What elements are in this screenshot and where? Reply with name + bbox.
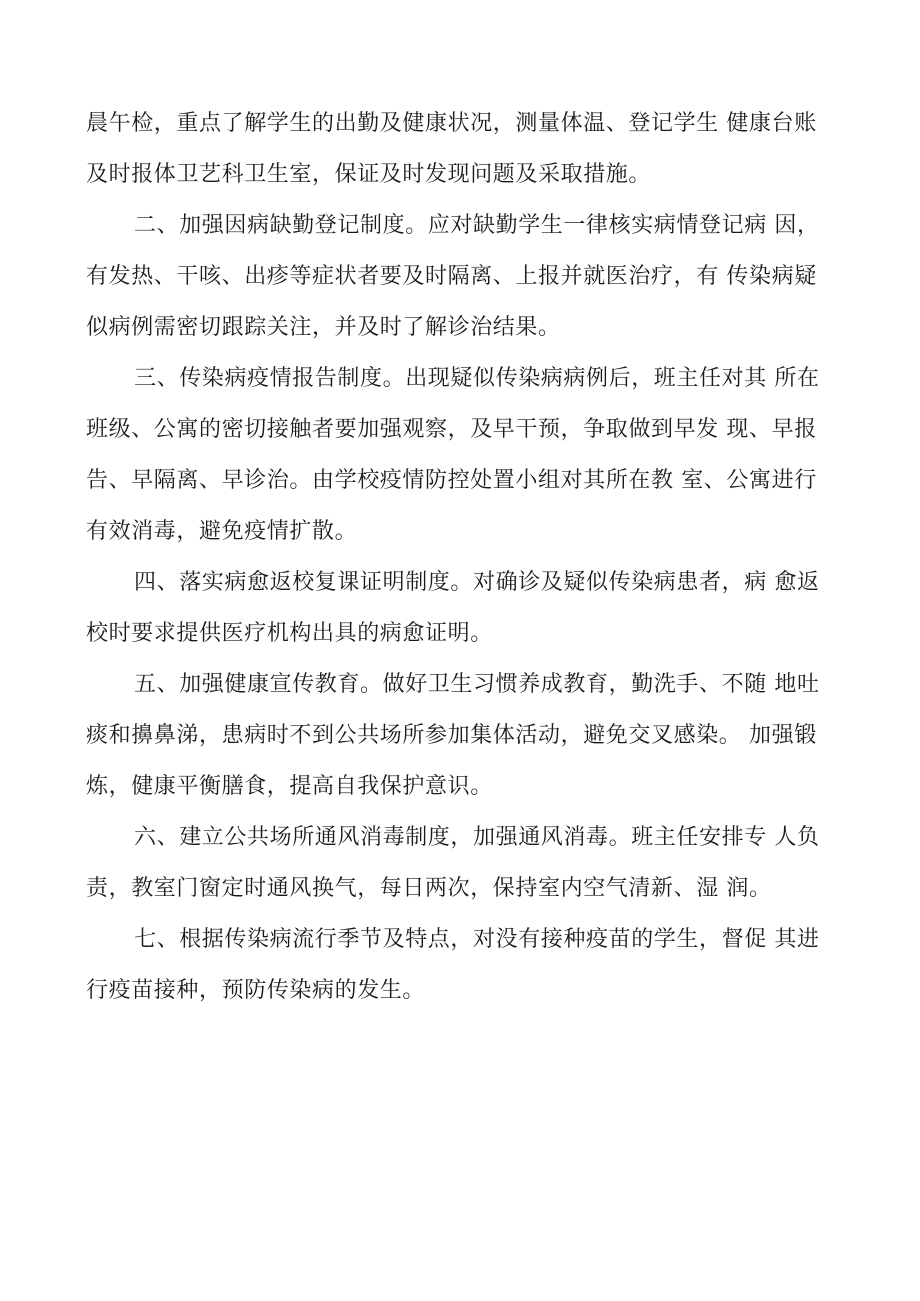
document-body (86, 98, 838, 1016)
text-line: 晨午检，重点了解学生的出勤及健康状况，测量体温、登记学生 健康台账 (86, 111, 817, 136)
text-line: 校时要求提供医疗机构出具的病愈证明。 (86, 621, 493, 646)
paragraph-heading-line: 三、传染病疫情报告制度。出现疑似传染病病例后，班主任对其 所在 (134, 366, 820, 391)
text-line: 告、早隔离、早诊治。由学校疫情防控处置小组对其所在教 室、公寓进行 (86, 468, 817, 493)
text-line: 似病例需密切跟踪关注，并及时了解诊治结果。 (86, 315, 561, 340)
paragraph-heading-line: 七、根据传染病流行季节及特点，对没有接种疫苗的学生，督促 其进 (134, 927, 820, 952)
text-line: 有效消毒，避免疫情扩散。 (86, 519, 358, 544)
text-line: 班级、公寓的密切接触者要加强观察，及早干预，争取做到早发 现、早报 (86, 417, 817, 442)
text-line: 及时报体卫艺科卫生室，保证及时发现问题及采取措施。 (86, 162, 652, 187)
text-line: 责，教室门窗定时通风换气，每日两次，保持室内空气清新、湿 润。 (86, 876, 772, 901)
paragraph-heading-line: 六、建立公共场所通风消毒制度，加强通风消毒。班主任安排专 人负 (134, 825, 820, 850)
text-line: 有发热、干咳、出疹等症状者要及时隔离、上报并就医治疗，有 传染病疑 (86, 264, 817, 289)
paragraph-heading-line: 二、加强因病缺勤登记制度。应对缺勤学生一律核实病情登记病 因， (134, 213, 820, 238)
paragraph-heading-line: 五、加强健康宣传教育。做好卫生习惯养成教育，勤洗手、不随 地吐 (134, 672, 820, 697)
text-line: 行疫苗接种，预防传染病的发生。 (86, 978, 426, 1003)
paragraph-heading-line: 四、落实病愈返校复课证明制度。对确诊及疑似传染病患者，病 愈返 (134, 570, 820, 595)
text-line: 痰和擤鼻涕，患病时不到公共场所参加集体活动，避免交叉感染。 加强锻 (86, 723, 817, 748)
text-line: 炼，健康平衡膳食，提高自我保护意识。 (86, 774, 493, 799)
